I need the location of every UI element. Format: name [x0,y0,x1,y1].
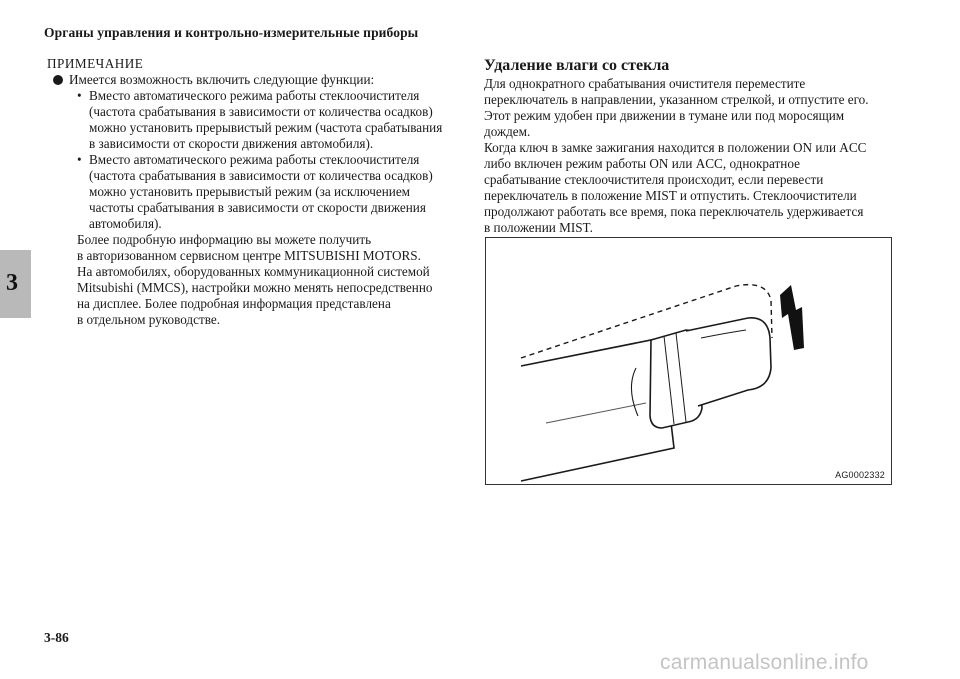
up-arrow-icon [780,285,804,350]
text-line: Вместо автоматического режима работы стеклоочистителя [89,152,420,167]
text-line: продолжают работать все время, пока переключатель удерживается [484,204,864,219]
wiper-lever-illustration [486,238,891,484]
text-line: Для однократного срабатывания очистителя переместите [484,76,806,91]
wiper-lever-figure [485,237,892,485]
lever-body-shading [546,403,646,423]
text-line: (частота срабатывания в зависимости от количества осадков) [89,104,433,119]
text-line: Вместо автоматического режима работы стеклоочистителя [89,88,420,103]
text-line: частоты срабатывания в зависимости от скорости движения [89,200,426,215]
text-line: Mitsubishi (MMCS), настройки можно менять непосредственно [77,280,433,295]
text-line: автомобиля). [89,216,162,231]
text-line: либо включен режим работы ON или ACC, однократное [484,156,800,171]
sub-bullet-icon: • [77,152,82,167]
text-line: можно установить прерывистый режим (за исключением [89,184,411,199]
text-line: дождем. [484,124,531,139]
lever-knob [686,318,771,406]
note-sub-item [45,88,465,152]
figure-code: AG0002332 [835,470,885,480]
text-line: в зависимости от скорости движения автомобиля). [89,136,374,151]
note-block [45,56,465,328]
note-sub-item [45,152,465,232]
bullet-dot-icon [53,75,63,85]
text-line: в положении MIST. [484,220,593,235]
note-title: ПРИМЕЧАНИЕ [47,56,144,71]
text-line: Этот режим удобен при движении в тумане или под моросящим [484,108,845,123]
note-bullet-text: Имеется возможность включить следующие функции: [69,72,375,87]
text-line: на дисплее. Более подробная информация представлена [77,296,391,311]
section-block [484,56,904,236]
page-number: 3-86 [44,630,69,645]
text-line: (частота срабатывания в зависимости от количества осадков) [89,168,433,183]
text-line: переключатель в направлении, указанном стрелкой, и отпустите его. [484,92,869,107]
lever-side-arc [631,368,638,416]
text-line: переключатель в положение MIST и отпустить. Стеклоочистители [484,188,857,203]
page-header-title: Органы управления и контрольно-измерительные приборы [44,25,419,40]
text-line: Когда ключ в замке зажигания находится в положении ON или ACC [484,140,867,155]
text-line: в авторизованном сервисном центре MITSUBISHI MOTORS. [77,248,421,263]
watermark-text: carmanualsonline.info [660,651,869,674]
note-paragraph [45,232,465,328]
sub-bullet-icon: • [77,88,82,103]
section-heading: Удаление влаги со стекла [484,57,670,74]
text-line: в отдельном руководстве. [77,312,221,327]
text-line: срабатывание стеклоочистителя происходит, если перевести [484,172,824,187]
text-line: можно установить прерывистый режим (частота срабатывания [89,120,443,135]
text-line: Более подробную информацию вы можете получить [77,232,372,247]
chapter-number: 3 [6,270,18,296]
note-bullet [45,72,465,88]
text-line: На автомобилях, оборудованных коммуникационной системой [77,264,430,279]
